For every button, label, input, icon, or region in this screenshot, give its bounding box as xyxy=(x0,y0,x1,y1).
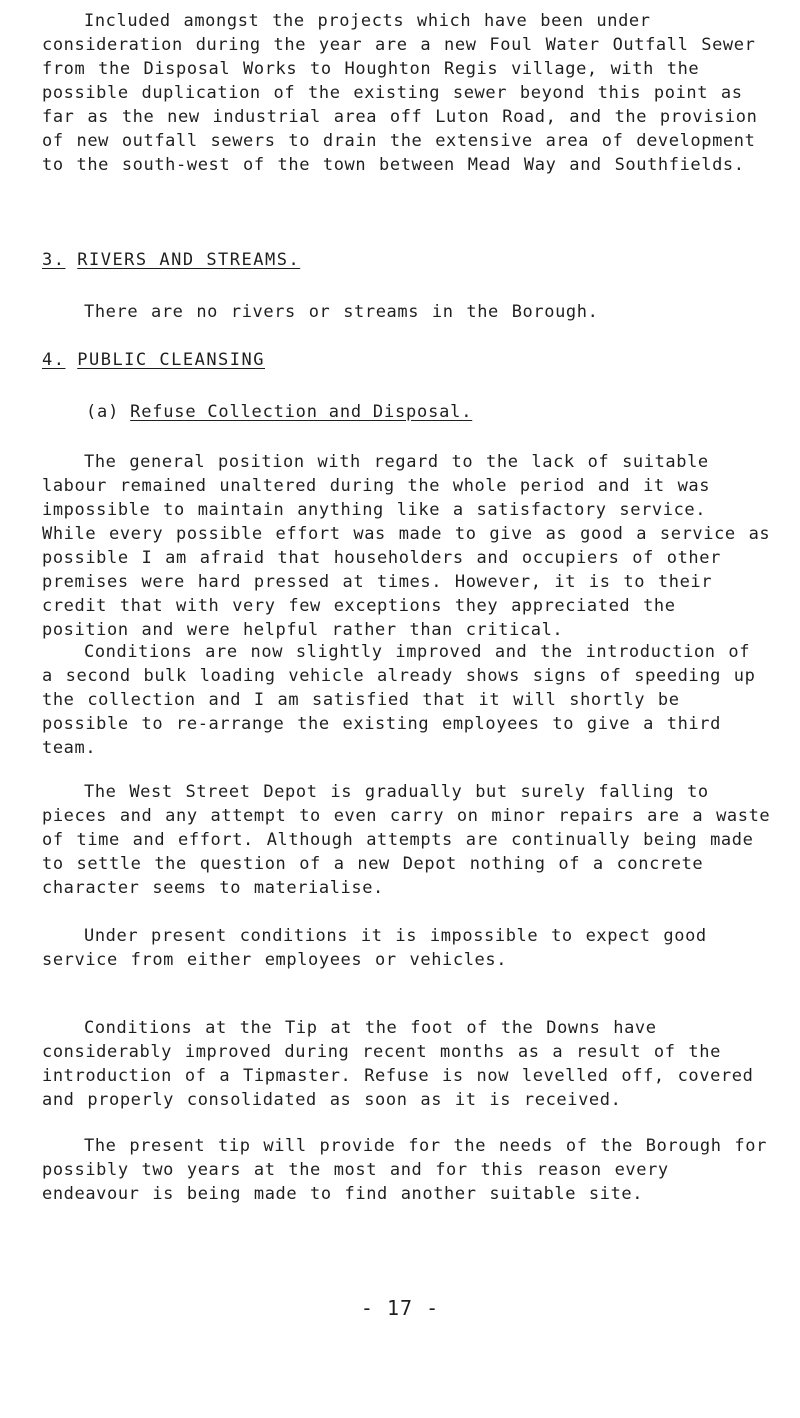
cleansing-paragraph-4: Under present conditions it is impossible to expect good service from either employees or vehicles. xyxy=(42,926,707,970)
cleansing-paragraph-6: The present tip will provide for the needs of the Borough for possibly two years at the most and for this reason every endeavour is being made to find another suitable site. xyxy=(42,1136,767,1204)
subsection-a-label: (a) xyxy=(86,402,120,422)
section-3-heading xyxy=(42,248,300,272)
cleansing-paragraph-5: Conditions at the Tip at the foot of the Downs have considerably improved during recent months as a result of the introduction of a Tipmaster. Refuse is now levelled off, covered and properly consolidated as soon as it is received. xyxy=(42,1018,754,1110)
section-4-number: 4. xyxy=(42,350,66,370)
section-3-title: RIVERS AND STREAMS. xyxy=(77,250,301,270)
cleansing-paragraph-1: The general position with regard to the lack of suitable labour remained unaltered during the whole period and it was impossible to maintain anything like a satisfactory service. While every possible effort was made to give as good a service as possible I am afraid that householders and occupiers of other premises were hard pressed at times. However, it is to their credit that with very few exceptions they appreciated the position and were helpful rather than critical. xyxy=(42,452,771,640)
subsection-a-heading xyxy=(86,400,472,424)
page-number: - 17 - xyxy=(360,1296,440,1320)
subsection-a-title: Refuse Collection and Disposal. xyxy=(130,402,473,422)
section-3-number: 3. xyxy=(42,250,66,270)
section-4-title: PUBLIC CLEANSING xyxy=(77,350,265,370)
cleansing-paragraph-2: Conditions are now slightly improved and the introduction of a second bulk loading vehicle already shows signs of speeding up the collection and I am satisfied that it will shortly be possible to re-arrange the existing employees to give a third team. xyxy=(42,642,756,758)
intro-paragraph: Included amongst the projects which have been under consideration during the year are a new Foul Water Outfall Sewer from the Disposal Works to Houghton Regis village, with the possible duplication of the existing sewer beyond this point as far as the new industrial area off Luton Road, and the provision of new outfall sewers to drain the extensive area of development to the south-west of the town between Mead Way and Southfields. xyxy=(42,11,758,175)
cleansing-paragraph-3: The West Street Depot is gradually but surely falling to pieces and any attempt to even carry on minor repairs are a waste of time and effort. Although attempts are continually being made to settle the question of a new Depot nothing of a concrete character seems to materialise. xyxy=(42,782,771,898)
section-4-heading xyxy=(42,348,265,372)
section-3-text: There are no rivers or streams in the Borough. xyxy=(84,302,599,322)
